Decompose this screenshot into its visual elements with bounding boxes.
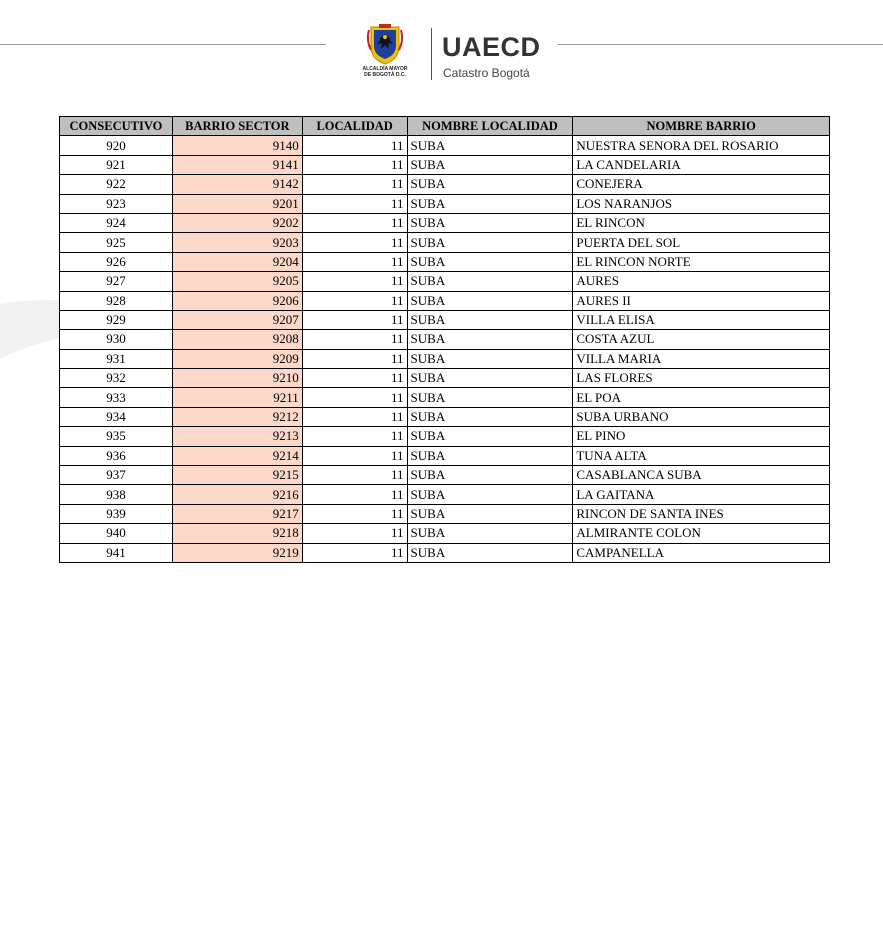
cell-nombre-localidad: SUBA — [407, 369, 573, 388]
cell-nombre-localidad: SUBA — [407, 291, 573, 310]
logo-caption-line1: ALCALDÍA MAYOR — [362, 66, 408, 72]
cell-nombre-localidad: SUBA — [407, 388, 573, 407]
barrios-table — [59, 116, 830, 563]
cell-nombre-barrio: LAS FLORES — [573, 369, 830, 388]
cell-consecutivo: 939 — [60, 504, 173, 523]
cell-nombre-barrio: CAMPANELLA — [573, 543, 830, 562]
cell-consecutivo: 929 — [60, 310, 173, 329]
cell-localidad: 11 — [302, 485, 407, 504]
cell-consecutivo: 935 — [60, 427, 173, 446]
cell-localidad: 11 — [302, 427, 407, 446]
cell-barrio-sector: 9203 — [172, 233, 302, 252]
cell-nombre-barrio: CASABLANCA SUBA — [573, 466, 830, 485]
table-row — [60, 291, 830, 310]
logo-divider — [431, 28, 432, 80]
cell-barrio-sector: 9207 — [172, 310, 302, 329]
cell-localidad: 11 — [302, 136, 407, 155]
cell-nombre-barrio: RINCON DE SANTA INES — [573, 504, 830, 523]
cell-localidad: 11 — [302, 524, 407, 543]
cell-localidad: 11 — [302, 369, 407, 388]
column-header-localidad: LOCALIDAD — [302, 117, 407, 136]
table-row — [60, 504, 830, 523]
cell-nombre-barrio: TUNA ALTA — [573, 446, 830, 465]
cell-nombre-barrio: LA GAITANA — [573, 485, 830, 504]
table-header-row — [60, 117, 830, 136]
cell-nombre-barrio: AURES — [573, 272, 830, 291]
table-row — [60, 466, 830, 485]
header-rule-right — [558, 44, 883, 45]
cell-consecutivo: 927 — [60, 272, 173, 291]
cell-consecutivo: 925 — [60, 233, 173, 252]
cell-barrio-sector: 9140 — [172, 136, 302, 155]
cell-localidad: 11 — [302, 388, 407, 407]
table-row — [60, 136, 830, 155]
cell-localidad: 11 — [302, 194, 407, 213]
cell-consecutivo: 924 — [60, 213, 173, 232]
cell-consecutivo: 921 — [60, 155, 173, 174]
cell-nombre-localidad: SUBA — [407, 524, 573, 543]
table-row — [60, 330, 830, 349]
cell-barrio-sector: 9212 — [172, 407, 302, 426]
cell-localidad: 11 — [302, 407, 407, 426]
cell-barrio-sector: 9219 — [172, 543, 302, 562]
cell-consecutivo: 923 — [60, 194, 173, 213]
table-row — [60, 310, 830, 329]
cell-barrio-sector: 9142 — [172, 175, 302, 194]
cell-nombre-localidad: SUBA — [407, 175, 573, 194]
cell-barrio-sector: 9210 — [172, 369, 302, 388]
cell-localidad: 11 — [302, 155, 407, 174]
cell-nombre-barrio: EL POA — [573, 388, 830, 407]
cell-localidad: 11 — [302, 543, 407, 562]
cell-localidad: 11 — [302, 466, 407, 485]
table-row — [60, 446, 830, 465]
cell-nombre-barrio: EL PINO — [573, 427, 830, 446]
cell-nombre-localidad: SUBA — [407, 155, 573, 174]
column-header-consecutivo: CONSECUTIVO — [60, 117, 173, 136]
cell-localidad: 11 — [302, 291, 407, 310]
table-row — [60, 272, 830, 291]
cell-localidad: 11 — [302, 175, 407, 194]
cell-nombre-barrio: VILLA ELISA — [573, 310, 830, 329]
cell-localidad: 11 — [302, 504, 407, 523]
cell-consecutivo: 931 — [60, 349, 173, 368]
cell-nombre-localidad: SUBA — [407, 485, 573, 504]
cell-nombre-barrio: AURES II — [573, 291, 830, 310]
cell-nombre-barrio: EL RINCON — [573, 213, 830, 232]
cell-nombre-localidad: SUBA — [407, 136, 573, 155]
cell-nombre-localidad: SUBA — [407, 213, 573, 232]
cell-barrio-sector: 9213 — [172, 427, 302, 446]
cell-barrio-sector: 9204 — [172, 252, 302, 271]
cell-consecutivo: 937 — [60, 466, 173, 485]
table-row — [60, 349, 830, 368]
cell-barrio-sector: 9217 — [172, 504, 302, 523]
cell-nombre-localidad: SUBA — [407, 233, 573, 252]
cell-nombre-localidad: SUBA — [407, 194, 573, 213]
cell-nombre-barrio: LA CANDELARIA — [573, 155, 830, 174]
cell-consecutivo: 922 — [60, 175, 173, 194]
cell-barrio-sector: 9201 — [172, 194, 302, 213]
cell-nombre-barrio: CONEJERA — [573, 175, 830, 194]
cell-barrio-sector: 9214 — [172, 446, 302, 465]
logo-caption-line2: DE BOGOTÁ D.C. — [364, 72, 406, 78]
cell-nombre-localidad: SUBA — [407, 310, 573, 329]
column-header-nombre-barrio: NOMBRE BARRIO — [573, 117, 830, 136]
cell-consecutivo: 941 — [60, 543, 173, 562]
cell-nombre-barrio: EL RINCON NORTE — [573, 252, 830, 271]
cell-consecutivo: 930 — [60, 330, 173, 349]
cell-nombre-barrio: COSTA AZUL — [573, 330, 830, 349]
column-header-nombre-localidad: NOMBRE LOCALIDAD — [407, 117, 573, 136]
logo-caption — [356, 66, 414, 78]
cell-nombre-localidad: SUBA — [407, 427, 573, 446]
cell-consecutivo: 920 — [60, 136, 173, 155]
cell-consecutivo: 933 — [60, 388, 173, 407]
cell-consecutivo: 934 — [60, 407, 173, 426]
table-row — [60, 194, 830, 213]
cell-consecutivo: 932 — [60, 369, 173, 388]
cell-consecutivo: 936 — [60, 446, 173, 465]
table-row — [60, 427, 830, 446]
cell-nombre-localidad: SUBA — [407, 252, 573, 271]
table-row — [60, 524, 830, 543]
table-body — [60, 136, 830, 563]
table-row — [60, 543, 830, 562]
table-row — [60, 485, 830, 504]
cell-consecutivo: 940 — [60, 524, 173, 543]
cell-localidad: 11 — [302, 233, 407, 252]
table-row — [60, 388, 830, 407]
cell-localidad: 11 — [302, 330, 407, 349]
cell-nombre-barrio: SUBA URBANO — [573, 407, 830, 426]
cell-localidad: 11 — [302, 349, 407, 368]
cell-localidad: 11 — [302, 213, 407, 232]
brand-name: UAECD — [442, 32, 541, 62]
cell-barrio-sector: 9208 — [172, 330, 302, 349]
cell-barrio-sector: 9141 — [172, 155, 302, 174]
table-row — [60, 175, 830, 194]
cell-nombre-barrio: ALMIRANTE COLON — [573, 524, 830, 543]
cell-nombre-barrio: PUERTA DEL SOL — [573, 233, 830, 252]
table-row — [60, 369, 830, 388]
cell-nombre-localidad: SUBA — [407, 543, 573, 562]
cell-nombre-localidad: SUBA — [407, 466, 573, 485]
cell-barrio-sector: 9205 — [172, 272, 302, 291]
header-rule-left — [0, 44, 326, 45]
cell-nombre-localidad: SUBA — [407, 349, 573, 368]
cell-nombre-localidad: SUBA — [407, 407, 573, 426]
table-row — [60, 252, 830, 271]
cell-localidad: 11 — [302, 310, 407, 329]
cell-localidad: 11 — [302, 446, 407, 465]
cell-barrio-sector: 9211 — [172, 388, 302, 407]
table-row — [60, 407, 830, 426]
cell-nombre-localidad: SUBA — [407, 446, 573, 465]
cell-nombre-barrio: NUESTRA SENORA DEL ROSARIO — [573, 136, 830, 155]
cell-consecutivo: 928 — [60, 291, 173, 310]
cell-barrio-sector: 9206 — [172, 291, 302, 310]
cell-nombre-localidad: SUBA — [407, 330, 573, 349]
cell-barrio-sector: 9218 — [172, 524, 302, 543]
table-row — [60, 213, 830, 232]
table-row — [60, 155, 830, 174]
cell-nombre-barrio: LOS NARANJOS — [573, 194, 830, 213]
cell-consecutivo: 926 — [60, 252, 173, 271]
cell-barrio-sector: 9202 — [172, 213, 302, 232]
table-row — [60, 233, 830, 252]
cell-nombre-localidad: SUBA — [407, 504, 573, 523]
cell-nombre-localidad: SUBA — [407, 272, 573, 291]
column-header-barrio-sector: BARRIO SECTOR — [172, 117, 302, 136]
cell-barrio-sector: 9216 — [172, 485, 302, 504]
cell-localidad: 11 — [302, 272, 407, 291]
cell-barrio-sector: 9215 — [172, 466, 302, 485]
brand-subtitle: Catastro Bogotá — [443, 66, 530, 80]
cell-consecutivo: 938 — [60, 485, 173, 504]
cell-barrio-sector: 9209 — [172, 349, 302, 368]
cell-localidad: 11 — [302, 252, 407, 271]
cell-nombre-barrio: VILLA MARIA — [573, 349, 830, 368]
